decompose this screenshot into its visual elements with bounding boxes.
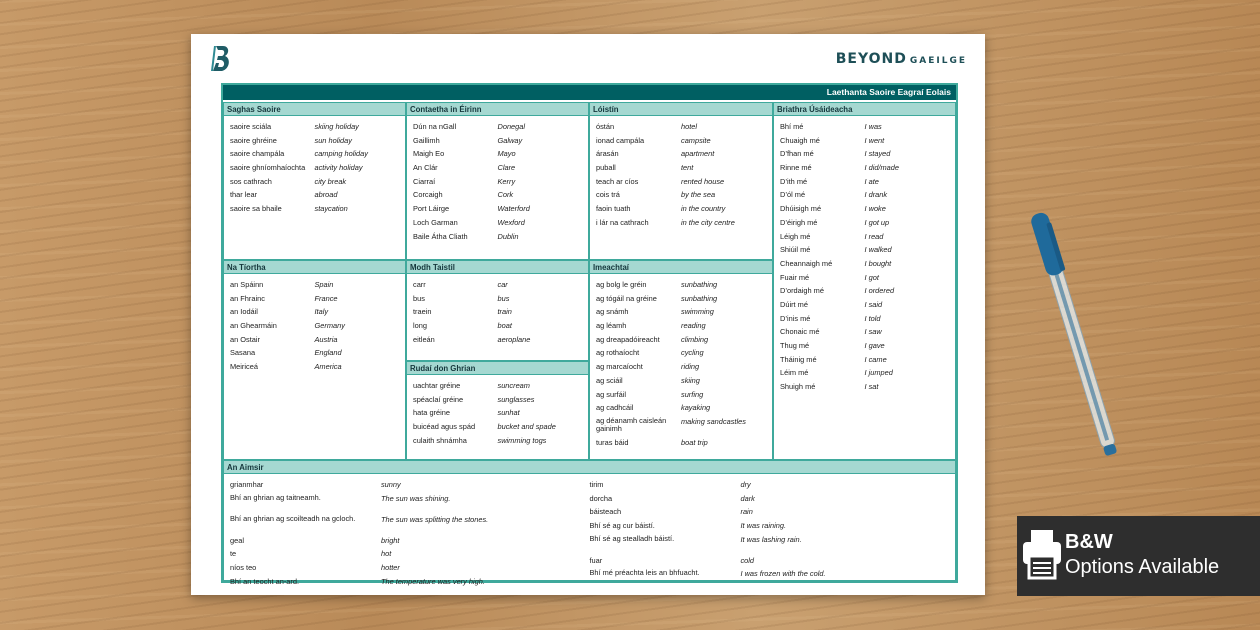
vocab-row (413, 204, 582, 218)
irish-term: D’ordaigh mé (780, 286, 824, 296)
vocab-row (596, 321, 766, 335)
vocab-row (780, 273, 949, 287)
english-term: skiing (681, 375, 700, 385)
english-term: sunbathing (681, 293, 718, 303)
vocab-row (780, 327, 949, 341)
vocab-row (596, 163, 766, 177)
vocab-row (413, 294, 582, 308)
irish-term: Chonaic mé (780, 327, 820, 337)
vocab-row (413, 122, 582, 136)
vocab-row (230, 563, 590, 577)
irish-term: ag surfáil (596, 389, 626, 399)
vocab-row (590, 507, 950, 521)
vocab-row (413, 163, 582, 177)
vocab-row (780, 218, 949, 232)
section-title: Modh Taistil (407, 261, 588, 274)
irish-term: Léigh mé (780, 231, 811, 241)
vocab-row (413, 395, 582, 409)
irish-term: ag tógáil na gréine (596, 293, 657, 303)
english-term: I said (864, 299, 883, 309)
irish-term: ag cadhcáil (596, 403, 634, 413)
english-term: hotel (681, 122, 698, 131)
brand-sub: GAEILGE (909, 56, 967, 66)
vocab-row (230, 348, 399, 362)
irish-term: hata gréine (413, 408, 450, 418)
irish-term: saoire sa bhaile (230, 204, 282, 214)
english-term: rented house (681, 176, 725, 186)
vocab-row (413, 232, 582, 246)
vocab-row (413, 422, 582, 436)
irish-term: Bhí sé ag stealladh báistí. (589, 533, 675, 543)
vocab-row (413, 177, 582, 191)
irish-term: fuar (589, 555, 603, 565)
english-term: staycation (314, 204, 348, 214)
english-term: sunhat (497, 408, 520, 418)
vocab-row (230, 480, 590, 494)
vocab-row (230, 204, 399, 218)
vocab-row (230, 136, 399, 150)
irish-term: thar lear (230, 190, 258, 200)
english-term: Spain (314, 280, 334, 289)
english-term: cycling (681, 348, 704, 358)
vocab-row (596, 122, 766, 136)
vocab-row (230, 515, 590, 536)
english-term: sunbathing (681, 280, 718, 289)
irish-term: Loch Garman (413, 217, 458, 227)
irish-term: ag déanamh caisleán gainimh (596, 415, 667, 433)
english-term: I came (864, 354, 887, 364)
irish-term: Sasana (230, 348, 256, 358)
irish-term: ag bolg le gréin (596, 280, 647, 289)
irish-term: buicéad agus spád (413, 422, 476, 432)
english-term: city break (314, 176, 347, 186)
irish-term: ionad campála (596, 135, 645, 145)
vocab-row (590, 521, 950, 535)
english-term: I walked (864, 245, 892, 255)
irish-term: puball (596, 163, 616, 173)
vocab-row (413, 190, 582, 204)
english-term: hot (380, 549, 392, 559)
irish-term: níos teo (230, 563, 257, 573)
vocab-row (596, 177, 766, 191)
vocab-row (596, 280, 766, 294)
vocab-row (596, 190, 766, 204)
section-modh-taistil (406, 260, 589, 361)
section-loistin (589, 102, 773, 260)
irish-term: Thug mé (780, 341, 810, 350)
vocab-row (780, 232, 949, 246)
vocab-row (230, 549, 590, 563)
ballpoint-pen-icon (1020, 200, 1130, 470)
irish-term: ag sciáil (596, 375, 623, 385)
english-term: I got (864, 272, 879, 282)
english-term: I did/made (864, 163, 900, 173)
english-term: The sun was shining. (380, 493, 451, 503)
vocab-row (780, 136, 949, 150)
vocab-row (413, 307, 582, 321)
english-term: bucket and spade (497, 422, 556, 432)
vocab-row (413, 149, 582, 163)
english-term: Cork (497, 190, 514, 200)
irish-term: Dhúisigh mé (780, 204, 822, 214)
section-title: Saghas Saoire (224, 103, 405, 116)
irish-term: Gaillimh (413, 135, 440, 145)
vocab-row (596, 417, 766, 438)
english-term: camping holiday (314, 149, 368, 159)
irish-term: eitleán (413, 334, 435, 344)
organiser-frame (221, 83, 958, 586)
irish-term: D’éirigh mé (780, 217, 818, 227)
section-title: Lóistín (590, 103, 772, 116)
irish-term: an Fhrainc (230, 293, 265, 303)
vocab-row (230, 335, 399, 349)
beyond-logo-icon (210, 45, 232, 73)
english-term: in the country (681, 204, 726, 214)
english-term: sunglasses (497, 394, 535, 404)
vocab-row (230, 494, 590, 515)
english-term: kayaking (681, 403, 711, 413)
english-term: I stayed (864, 149, 891, 159)
english-term: Galway (497, 135, 523, 145)
english-term: It was lashing rain. (740, 534, 802, 544)
vocab-row (230, 177, 399, 191)
irish-term: carr (413, 280, 426, 289)
english-term: The sun was splitting the stones. (380, 514, 489, 524)
irish-term: báisteach (589, 507, 622, 517)
english-term: making sandcastles (681, 416, 746, 426)
english-term: The temperature was very high. (380, 576, 485, 586)
irish-term: Rinne mé (780, 163, 812, 173)
irish-term: sos cathrach (230, 176, 272, 186)
irish-term: Bhí an ghrian ag taitneamh. (230, 492, 321, 502)
brand-wordmark (836, 51, 967, 67)
vocab-row (590, 569, 950, 590)
irish-term: Léim mé (780, 368, 809, 378)
english-term: skiing holiday (314, 122, 359, 131)
english-term: in the city centre (681, 217, 735, 227)
irish-term: Dúirt mé (780, 299, 808, 309)
irish-term: árasán (596, 149, 619, 159)
vocab-row (590, 494, 950, 508)
bw-options-badge[interactable] (1017, 516, 1260, 596)
irish-term: spéaclaí gréine (413, 394, 464, 404)
irish-term: cois trá (596, 190, 620, 200)
english-term: activity holiday (314, 163, 363, 173)
irish-term: Dún na nGall (413, 122, 457, 131)
english-term: climbing (681, 334, 709, 344)
irish-term: ag marcaíocht (596, 362, 643, 372)
irish-term: D’ith mé (780, 176, 808, 186)
section-imeachtai (589, 260, 773, 460)
english-term: swimming (681, 307, 714, 317)
english-term: I gave (864, 341, 885, 350)
vocab-row (230, 122, 399, 136)
irish-term: Port Láirge (413, 204, 450, 214)
english-term: train (497, 307, 512, 317)
irish-term: D’ól mé (780, 190, 806, 200)
english-term: suncream (497, 381, 530, 390)
english-term: Kerry (497, 176, 516, 186)
english-term: I got up (864, 217, 890, 227)
english-term: I jumped (864, 368, 893, 378)
irish-term: faoin tuath (596, 204, 631, 214)
irish-term: Bhí mé préachta leis an bhfuacht. (589, 568, 700, 578)
vocab-row (230, 190, 399, 204)
english-term: dark (740, 493, 755, 503)
section-contaetha (406, 102, 589, 260)
english-term: It was raining. (740, 521, 787, 531)
section-title: An Aimsir (224, 461, 955, 474)
vocab-row (413, 335, 582, 349)
irish-term: ag rothaíocht (596, 348, 640, 358)
english-term: tent (681, 163, 694, 173)
vocab-row (413, 321, 582, 335)
english-term: aeroplane (497, 334, 531, 344)
irish-term: Meiriceá (230, 362, 258, 372)
irish-term: óstán (596, 122, 615, 131)
english-term: Germany (314, 321, 345, 331)
section-title: Na Tíortha (224, 261, 405, 274)
irish-term: Bhí an ghrian ag scoilteadh na gcloch. (230, 513, 356, 523)
vocab-row (413, 218, 582, 232)
english-term: dry (740, 480, 751, 489)
irish-term: Bhí an teocht an-ard. (230, 576, 300, 586)
irish-term: Tháinig mé (780, 354, 817, 364)
irish-term: saoire sciála (230, 122, 272, 131)
vocab-row (596, 403, 766, 417)
irish-term: long (413, 321, 427, 331)
vocab-row (780, 368, 949, 382)
irish-term: ag léamh (596, 321, 627, 331)
vocab-row (780, 245, 949, 259)
vocab-row (413, 280, 582, 294)
english-term: cold (740, 555, 755, 565)
vocab-row (596, 376, 766, 390)
english-term: reading (681, 321, 706, 331)
irish-term: grianmhar (230, 480, 264, 489)
vocab-row (780, 300, 949, 314)
section-title: Imeachtaí (590, 261, 772, 274)
vocab-row (596, 348, 766, 362)
section-title: Contaetha in Éirinn (407, 103, 588, 116)
irish-term: culaith shnámha (413, 435, 467, 445)
brand-name: BEYOND (835, 51, 907, 67)
irish-term: turas báid (596, 437, 629, 447)
section-rudai-don-ghrian (406, 361, 589, 460)
english-term: by the sea (681, 190, 716, 200)
irish-term: Baile Átha Cliath (413, 231, 468, 241)
english-term: France (314, 293, 338, 303)
irish-term: bus (413, 293, 425, 303)
vocab-row (230, 163, 399, 177)
irish-term: tirim (589, 480, 604, 489)
irish-term: Bhí mé (780, 122, 804, 131)
irish-term: i lár na cathrach (596, 217, 649, 227)
english-term: Donegal (497, 122, 526, 131)
vocab-row (230, 536, 590, 550)
english-term: boat (497, 321, 512, 331)
vocab-row (596, 294, 766, 308)
english-term: Clare (497, 163, 516, 173)
english-term: I bought (864, 258, 892, 268)
irish-term: dorcha (589, 493, 613, 503)
english-term: bright (380, 535, 400, 545)
irish-term: an Ghearmáin (230, 321, 277, 331)
vocab-row (596, 204, 766, 218)
vocab-row (230, 321, 399, 335)
irish-term: D’fhan mé (780, 149, 814, 159)
vocab-row (780, 122, 949, 136)
vocab-row (230, 307, 399, 321)
vocab-row (230, 577, 590, 591)
vocab-row (230, 362, 399, 376)
english-term: sun holiday (314, 135, 352, 145)
vocab-row (230, 280, 399, 294)
vocab-row (780, 149, 949, 163)
english-term: Wexford (497, 217, 525, 227)
irish-term: Shuigh mé (780, 382, 816, 392)
irish-term: uachtar gréine (413, 381, 461, 390)
section-saghas-saoire (223, 102, 406, 260)
vocab-row (780, 204, 949, 218)
english-term: riding (681, 362, 700, 372)
section-an-aimsir (223, 460, 956, 586)
irish-term: D’inis mé (780, 313, 811, 323)
english-term: I told (864, 313, 881, 323)
english-term: I drank (864, 190, 888, 200)
irish-term: Cheannaigh mé (780, 258, 833, 268)
english-term: boat trip (681, 437, 708, 447)
english-term: bus (497, 293, 510, 303)
vocab-row (596, 390, 766, 404)
english-term: Italy (314, 307, 329, 317)
vocab-row (596, 136, 766, 150)
english-term: I ordered (864, 286, 895, 296)
vocab-row (413, 408, 582, 422)
vocab-row (590, 480, 950, 494)
vocab-row (780, 190, 949, 204)
irish-term: teach ar cíos (596, 176, 639, 186)
irish-term: traein (413, 307, 432, 317)
english-term: Waterford (497, 204, 530, 214)
irish-term: Corcaigh (413, 190, 443, 200)
english-term: Mayo (497, 149, 516, 159)
vocab-row (596, 438, 766, 452)
english-term: sunny (380, 480, 401, 489)
english-term: America (314, 362, 342, 372)
english-term: England (314, 348, 342, 358)
irish-term: ag dreapadóireacht (596, 334, 660, 344)
english-term: surfing (681, 389, 704, 399)
irish-term: Shiúil mé (780, 245, 811, 255)
section-briathra (773, 102, 956, 460)
vocab-row (780, 163, 949, 177)
irish-term: saoire ghníomhaíochta (230, 163, 306, 173)
irish-term: an Spáinn (230, 280, 264, 289)
vocab-row (780, 382, 949, 396)
english-term: swimming togs (497, 435, 547, 445)
irish-term: Chuaigh mé (780, 135, 820, 145)
vocab-row (596, 335, 766, 349)
english-term: apartment (681, 149, 715, 159)
english-term: car (497, 280, 508, 289)
vocab-row (780, 177, 949, 191)
vocab-row (596, 149, 766, 163)
english-term: I woke (864, 204, 886, 214)
badge-line2: Options Available (1065, 556, 1220, 578)
irish-term: An Clár (413, 163, 438, 173)
vocab-row (780, 259, 949, 273)
vocab-row (230, 149, 399, 163)
irish-term: Maigh Eo (413, 149, 445, 159)
vocab-row (780, 341, 949, 355)
english-term: I ate (864, 176, 879, 186)
vocab-row (413, 136, 582, 150)
worksheet (191, 34, 985, 595)
english-term: I went (864, 135, 885, 145)
section-title: Briathra Úsáideacha (774, 103, 955, 116)
irish-term: an Iodáil (230, 307, 258, 317)
vocab-row (230, 294, 399, 308)
vocab-row (590, 556, 950, 570)
vocab-row (780, 355, 949, 369)
english-term: abroad (314, 190, 338, 200)
sheet-title: Laethanta Saoire Eagraí Eolais (223, 85, 956, 100)
vocab-row (780, 314, 949, 328)
irish-term: Bhí sé ag cur báistí. (589, 521, 655, 531)
vocab-row (596, 307, 766, 321)
english-term: hotter (380, 563, 400, 573)
vocab-row (596, 218, 766, 232)
irish-term: geal (230, 535, 244, 545)
section-title: Rudaí don Ghrian (407, 362, 588, 375)
english-term: I was (864, 122, 882, 131)
vocab-row (413, 436, 582, 450)
english-term: campsite (681, 135, 711, 145)
aimsir-right-column (590, 480, 950, 590)
badge-line1: B&W (1065, 531, 1113, 553)
vocab-row (590, 535, 950, 556)
vocab-row (780, 286, 949, 300)
english-term: I saw (864, 327, 882, 337)
irish-term: ag snámh (596, 307, 629, 317)
english-term: I sat (864, 382, 879, 392)
aimsir-left-column (230, 480, 590, 590)
irish-term: saoire champála (230, 149, 285, 159)
irish-term: Fuair mé (780, 272, 810, 282)
vocab-row (413, 381, 582, 395)
english-term: Austria (314, 334, 338, 344)
english-term: rain (740, 507, 753, 517)
section-na-tiortha (223, 260, 406, 460)
english-term: Dublin (497, 231, 519, 241)
irish-term: te (230, 549, 237, 559)
english-term: I read (864, 231, 884, 241)
irish-term: Ciarraí (413, 176, 436, 186)
vocab-row (596, 362, 766, 376)
english-term: I was frozen with the cold. (740, 569, 826, 579)
irish-term: saoire ghréine (230, 135, 277, 145)
irish-term: an Ostair (230, 334, 260, 344)
